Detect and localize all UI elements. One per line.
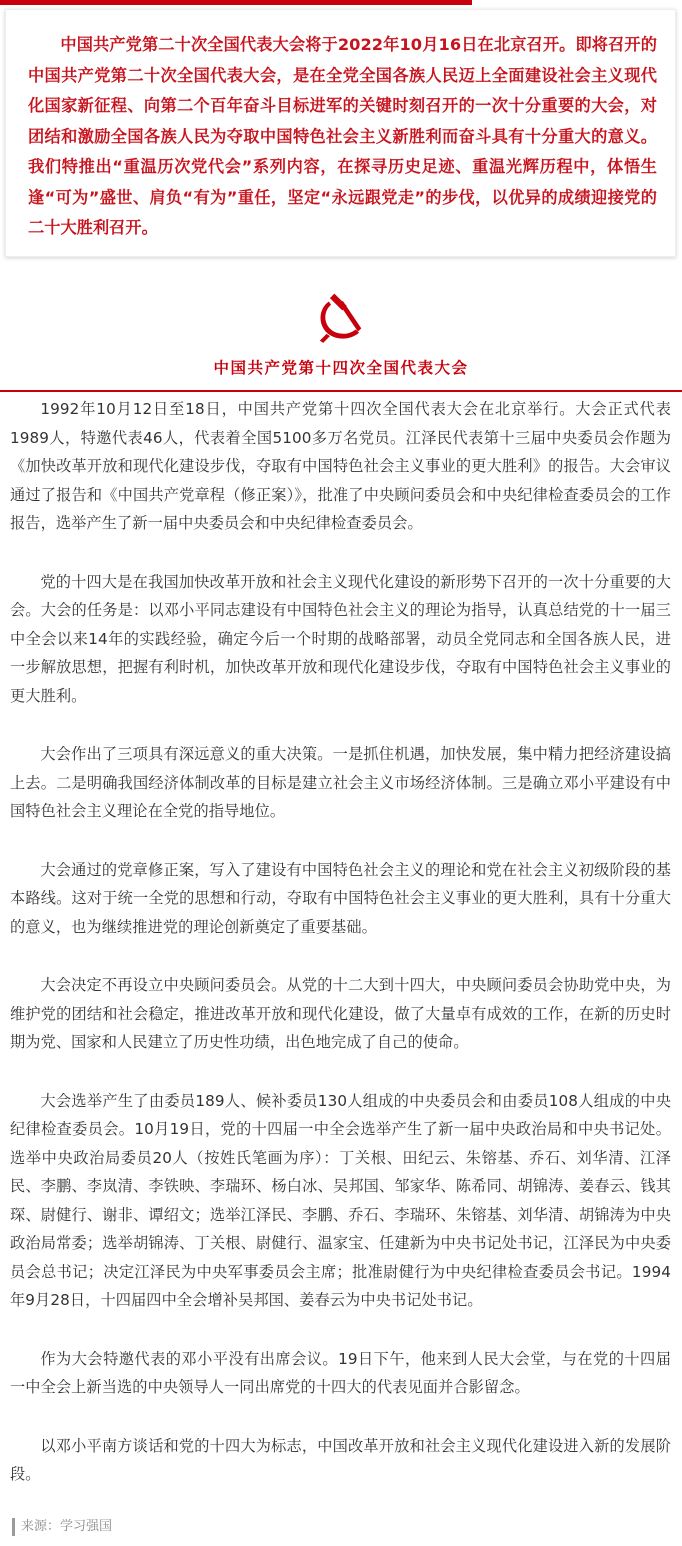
article-paragraph: 大会通过的党章修正案，写入了建设有中国特色社会主义的理论和党在社会主义初级阶段的基本路线。这对于统一全党的思想和行动，夺取有中国特色社会主义事业的更大胜利，具有十分重大的意义，也为继续推进党的理论创新奠定了重要基础。 <box>10 860 671 936</box>
article-paragraph: 以邓小平南方谈话和党的十四大为标志，中国改革开放和社会主义现代化建设进入新的发展阶段。 <box>10 1436 671 1483</box>
article-paragraph: 大会作出了三项具有深远意义的重大决策。一是抓住机遇，加快发展，集中精力把经济建设搞上去。二是明确我国经济体制改革的目标是建立社会主义市场经济体制。三是确立邓小平建设有中国特色社会主义理论在全党的指导地位。 <box>10 745 671 820</box>
intro-box <box>5 9 676 257</box>
article-body <box>10 395 671 1519</box>
section-title: 中国共产党第十四次全国代表大会 <box>213 358 469 377</box>
article-paragraph: 党的十四大是在我国加快改革开放和社会主义现代化建设的新形势下召开的一次十分重要的大会。大会的任务是：以邓小平同志建设有中国特色社会主义的理论为指导，认真总结党的十一届三中全会以来14年的实践经验，确定今后一个时期的战略部署，动员全党同志和全国各族人民，进一步解放思想，把握有利时机，加快改革开放和现代化建设步伐，夺取有中国特色社会主义事业的更大胜利。 <box>10 572 671 705</box>
source-credit: 来源：学习强国 <box>12 1518 112 1536</box>
article-paragraph: 作为大会特邀代表的邓小平没有出席会议。19日下午，他来到人民大会堂，与在党的十四届一中全会上新当选的中央领导人一同出席党的十四大的代表见面并合影留念。 <box>10 1349 671 1396</box>
party-emblem-icon <box>312 288 368 344</box>
article-paragraph: 大会决定不再设立中央顾问委员会。从党的十二大到十四大，中央顾问委员会协助党中央，为维护党的团结和社会稳定，推进改革开放和现代化建设，做了大量卓有成效的工作，在新的历史时期为党、国家和人民建立了历史性功绩，出色地完成了自己的使命。 <box>10 976 671 1051</box>
article-paragraph: 大会选举产生了由委员189人、候补委员130人组成的中央委员会和由委员108人组成的中央纪律检查委员会。10月19日，党的十四届一中全会选举产生了新一届中央政治局和中央书记处。选举中央政治局委员20人（按姓氏笔画为序）：丁关根、田纪云、朱镕基、乔石、刘华清、江泽民、李鹏、李岚清、李铁映、李瑞环、杨白冰、吴邦国、邹家华、陈希同、胡锦涛、姜春云、钱其琛、尉健行、谢非、谭绍文；选举江泽民、李鹏、乔石、李瑞环、朱镕基、刘华清、胡锦涛为中央政治局常委；选举胡锦涛、丁关根、尉健行、温家宝、任建新为中央书记处书记，江泽民为中央委员会总书记；决定江泽民为中央军事委员会主席；批准尉健行为中央纪律检查委员会书记。1994年9月28日，十四届四中全会增补吴邦国、姜春云为中央书记处书记。 <box>10 1091 671 1309</box>
intro-text: 中国共产党第二十次全国代表大会将于2022年10月16日在北京召开。即将召开的中国共产党第二十次全国代表大会，是在全党全国各族人民迈上全面建设社会主义现代化国家新征程、向第二个百年奋斗目标进军的关键时刻召开的一次十分重要的大会，对团结和激励全国各族人民为夺取中国特色社会主义新胜利而奋斗具有十分重大的意义。我们特推出“重温历次党代会”系列内容，在探寻历史足迹、重温光辉历程中，体悟生逢“可为”盛世、肩负“有为”重任，坚定“永远跟党走”的步伐，以优异的成绩迎接党的二十大胜利召开。 <box>28 35 657 237</box>
top-accent-bar <box>0 0 472 5</box>
article-paragraph: 1992年10月12日至18日，中国共产党第十四次全国代表大会在北京举行。大会正式代表1989人，特邀代表46人，代表着全国5100多万名党员。江泽民代表第十三届中央委员会作题为《加快改革开放和现代化建设步伐，夺取有中国特色社会主义事业的更大胜利》的报告。大会审议通过了报告和《中国共产党章程（修正案）》，批准了中央顾问委员会和中央纪律检查委员会的工作报告，选举产生了新一届中央委员会和中央纪律检查委员会。 <box>10 400 671 532</box>
title-divider <box>0 390 682 392</box>
